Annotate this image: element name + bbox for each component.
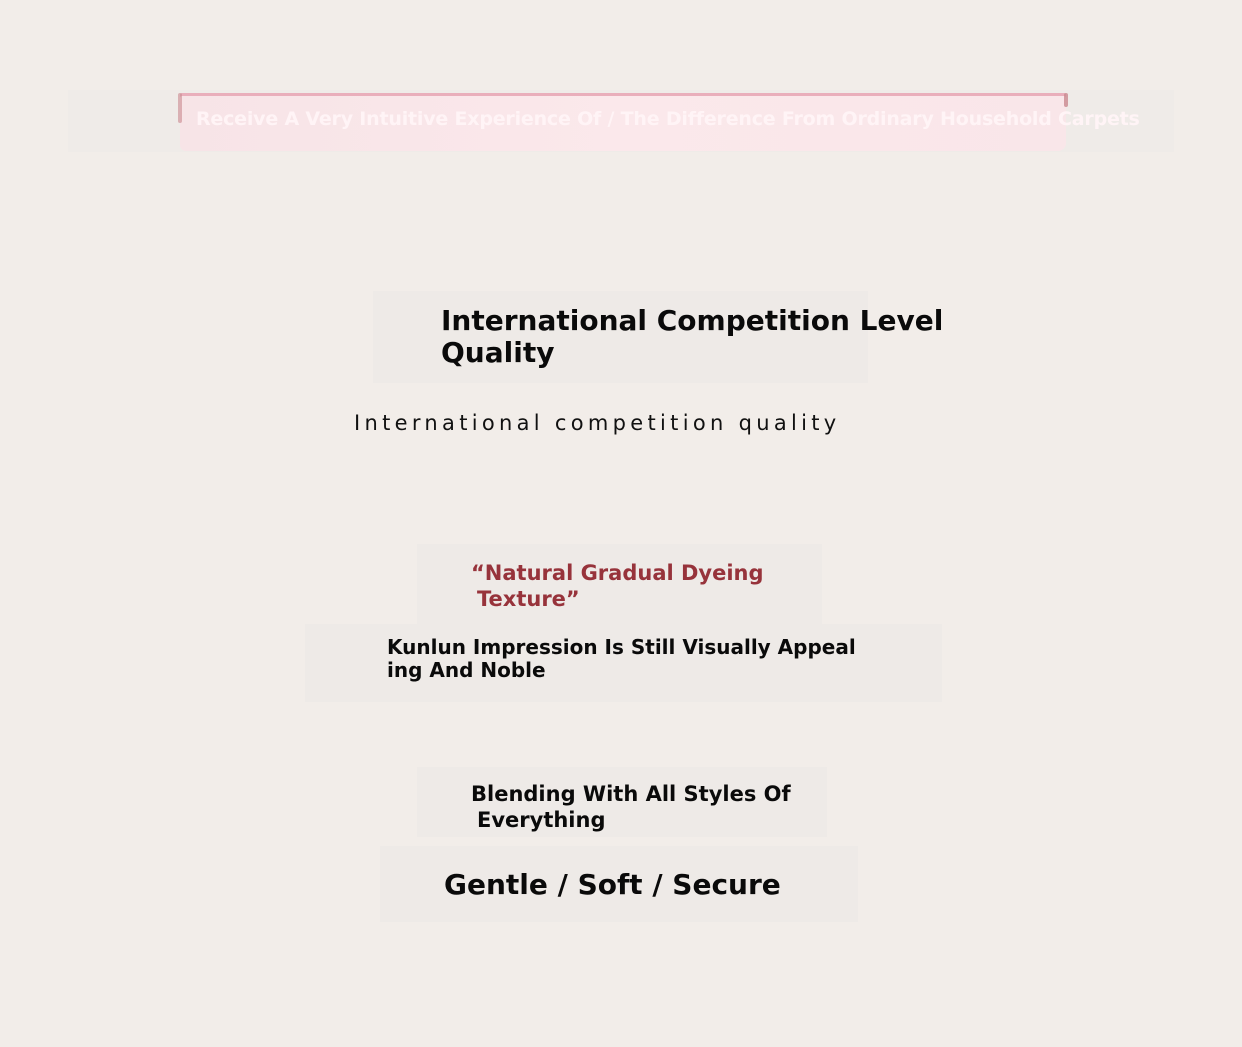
texture-description: Kunlun Impression Is Still Visually Appealing And Noble: [387, 635, 856, 682]
quality-subtitle: International competition quality: [354, 411, 841, 435]
styles-heading-line2: Everything: [477, 808, 606, 832]
banner-text: Receive A Very Intuitive Experience Of / The Difference From Ordinary Household Carpets: [196, 108, 1140, 130]
tagline: Gentle / Soft / Secure: [444, 868, 781, 901]
texture-quote-line2: Texture”: [477, 587, 580, 611]
texture-quote-line1: “Natural Gradual Dyeing: [471, 561, 764, 585]
quality-title: International Competition Level Quality: [441, 304, 944, 369]
styles-heading-line1: Blending With All Styles Of: [471, 782, 791, 806]
texture-quote: [471, 560, 801, 612]
styles-heading: [471, 781, 801, 833]
